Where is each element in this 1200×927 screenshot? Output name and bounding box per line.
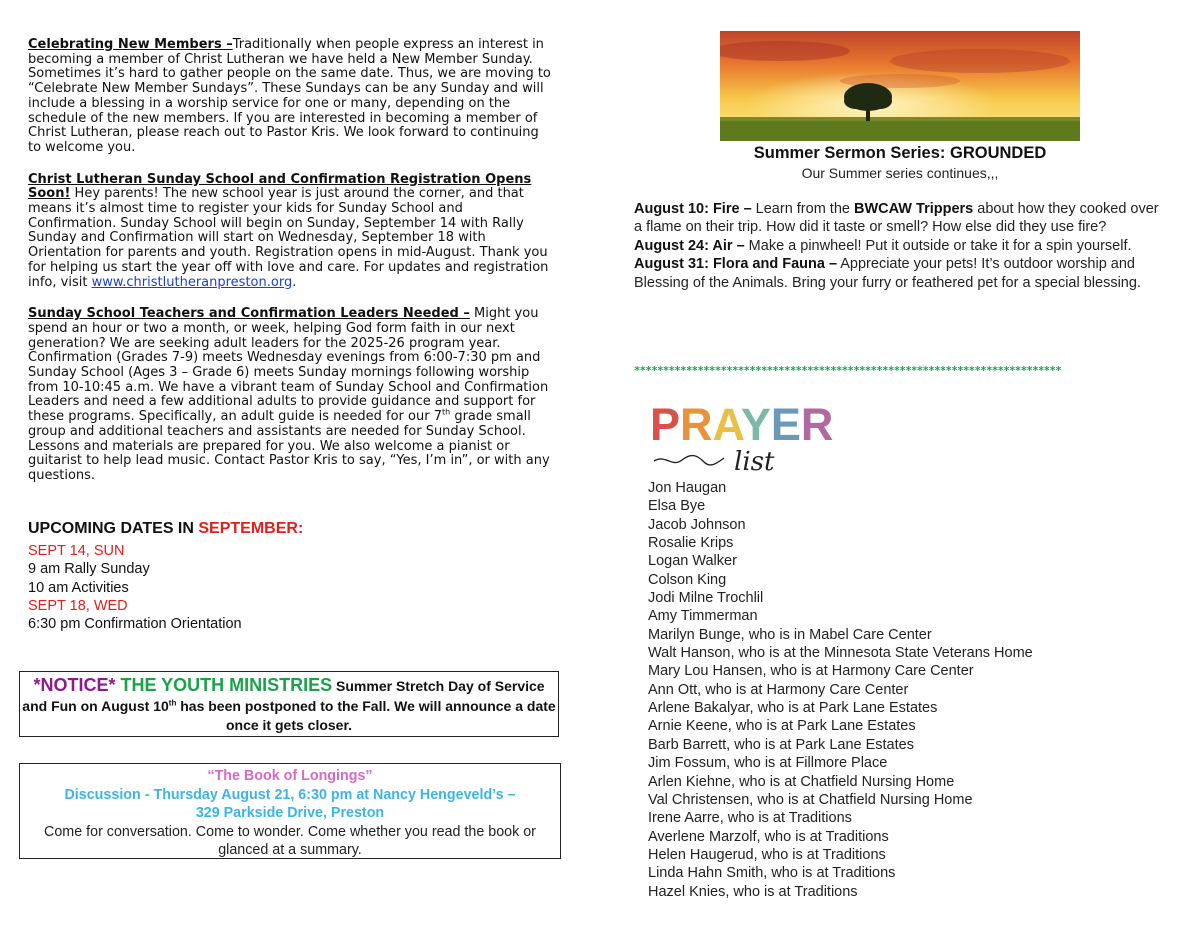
prayer-list-item: Elsa Bye — [648, 498, 706, 515]
teachers-body-b: grade small group and additional teachers and assistants are needed for Sunday School. Lessons and materials are prepared for you. We also welcome a pianist or guitarist to help lead music. Contact Pastor Kris to say, “Yes, I’m in”, or with any questions. — [28, 409, 550, 483]
registration-section — [28, 173, 553, 291]
prayer-list-item: Jacob Johnson — [648, 516, 746, 533]
prayer-list-item: Mary Lou Hansen, who is at Harmony Care Center — [648, 663, 974, 680]
notice-text-a: Summer Stretch Day of Service and Fun on August 10 — [22, 678, 545, 714]
website-link[interactable]: www.christlutheranpreston.org — [91, 274, 293, 290]
prayer-list-item: Linda Hahn Smith, who is at Traditions — [648, 865, 896, 882]
prayer-list-item: Irene Aarre, who is at Traditions — [648, 810, 852, 827]
sermon-item-text-end: about how they cooked over a flame on their trip. How did it taste or smell? How else did they use fire? — [634, 201, 1159, 236]
new-members-section — [28, 38, 553, 156]
prayer-list-item: Val Christensen, who is at Chatfield Nursing Home — [648, 791, 973, 808]
date-line: 10 am Activities — [28, 579, 129, 596]
date-line: SEPT 18, WED — [28, 597, 128, 614]
sermon-schedule — [634, 200, 1159, 292]
prayer-list-item: Rosalie Krips — [648, 535, 734, 552]
sermon-series-subtitle: Our Summer series continues,,, — [801, 165, 999, 181]
teachers-sup: th — [441, 407, 451, 417]
book-discussion-box — [19, 763, 561, 859]
sermon-item — [634, 237, 1159, 255]
sermon-item-bold: BWCAW Trippers — [854, 201, 974, 217]
date-line: 9 am Rally Sunday — [28, 561, 150, 578]
registration-body: Hey parents! The new school year is just around the corner, and that means it’s almost time to register your kids for Sunday School and Confirmation. Sunday School will begin on Sunday, September 14 with Rally Sunday and Confirmation will start on Wednesday, September 18 with Orientation for parents and youth. Registration opens in mid-August. Thank you for helping us start the year off with love and care. For updates and registration info, visit — [28, 186, 549, 290]
sunset-tree-image — [720, 31, 1080, 141]
notice-box — [19, 671, 559, 737]
prayer-list-item: Hazel Knies, who is at Traditions — [648, 883, 858, 900]
book-discussion-line: Discussion - Thursday August 21, 6:30 pm at Nancy Hengeveld’s – — [64, 786, 516, 803]
teachers-heading: Sunday School Teachers and Confirmation Leaders Needed – — [28, 306, 470, 322]
prayer-list-item: Jon Haugan — [648, 480, 727, 496]
star-divider: ************************************************************************** — [634, 365, 1062, 377]
prayer-list-item: Jodi Milne Trochlil — [648, 590, 764, 607]
teachers-section — [28, 307, 553, 483]
registration-end: . — [292, 274, 297, 290]
prayer-list-item: Ann Ott, who is at Harmony Care Center — [648, 681, 909, 698]
prayer-list-item: Logan Walker — [648, 553, 737, 570]
prayer-list-logo — [648, 398, 838, 476]
registration-heading: Christ Lutheran Sunday School and Confirmation Registration Opens Soon! — [28, 171, 532, 202]
prayer-list-item: Arlen Kiehne, who is at Chatfield Nursing Home — [648, 773, 955, 790]
prayer-logo-script: list — [734, 447, 775, 476]
sermon-series-title: Summer Sermon Series: GROUNDED — [753, 144, 1047, 162]
prayer-list-item: Arnie Keene, who is at Park Lane Estates — [648, 718, 916, 735]
upcoming-heading-month: SEPTEMBER: — [198, 520, 304, 537]
new-members-body: Traditionally when people express an interest in becoming a member of Christ Lutheran we have held a New Member Sunday. Sometimes it’s hard to gather people on the same date. Thus, we are moving to “Celebrate New Member Sundays”. These Sundays can be any Sunday and will include a blessing in a worship service for one or many, depending on the schedule of the new members. If you are interested in becoming a member of Christ Lutheran, please reach out to Pastor Kris. We look forward to continuing to welcome you. — [28, 37, 551, 155]
book-address: 329 Parkside Drive, Preston — [195, 805, 385, 821]
sermon-item-text: Make a pinwheel! Put it outside or take it for a spin yourself. — [744, 237, 1132, 254]
upcoming-dates — [28, 520, 548, 633]
prayer-list — [648, 479, 1168, 901]
sermon-item — [634, 200, 1159, 237]
prayer-list-item: Helen Haugerud, who is at Traditions — [648, 846, 886, 863]
notice-text-b: has been postponed to the Fall. We will announce a date once it gets closer. — [176, 697, 556, 733]
notice-tag: *NOTICE* — [33, 675, 116, 695]
upcoming-heading-text: UPCOMING DATES IN — [28, 520, 199, 537]
prayer-list-item: Marilyn Bunge, who is in Mabel Care Center — [648, 626, 932, 643]
sermon-item-label: August 31: Flora and Fauna – — [634, 256, 838, 273]
prayer-list-item: Averlene Marzolf, who is at Traditions — [648, 828, 889, 845]
prayer-list-item: Colson King — [648, 571, 727, 588]
left-column — [28, 38, 553, 501]
sermon-item-text: Appreciate your pets! It’s outdoor worship and Blessing of the Animals. Bring your furry or feathered pet for a special blessing. — [634, 256, 1141, 291]
upcoming-heading — [28, 520, 548, 538]
notice-youth: THE YOUTH MINISTRIES — [115, 675, 333, 695]
book-title: “The Book of Longings” — [207, 768, 373, 784]
notice-sup: th — [168, 697, 177, 707]
prayer-list-item: Walt Hanson, who is at the Minnesota State Veterans Home — [648, 645, 1033, 662]
sermon-item-label: August 24: Air – — [634, 237, 745, 254]
flourish-icon — [654, 456, 724, 465]
prayer-list-item: Arlene Bakalyar, who is at Park Lane Estates — [648, 700, 938, 717]
prayer-list-item: Barb Barrett, who is at Park Lane Estates — [648, 736, 914, 753]
prayer-logo-word: PRAYER — [650, 399, 834, 450]
new-members-heading: Celebrating New Members – — [28, 37, 233, 52]
sermon-item-text: Learn from the — [751, 201, 854, 217]
date-line: 6:30 pm Confirmation Orientation — [28, 616, 242, 633]
prayer-list-item: Amy Timmerman — [648, 608, 758, 625]
prayer-list-item: Jim Fossum, who is at Fillmore Place — [648, 755, 888, 772]
sermon-item — [634, 255, 1159, 292]
book-body: Come for conversation. Come to wonder. Come whether you read the book or glanced at a summary. — [44, 823, 536, 858]
sermon-item-label: August 10: Fire – — [634, 201, 752, 217]
date-line: SEPT 14, SUN — [28, 543, 125, 559]
teachers-body-a: Might you spend an hour or two a month, or week, helping God form faith in our next generation? We are seeking adult leaders for the 2025-26 program year. Confirmation (Grades 7-9) meets Wednesday evenings from 6:00-7:30 pm and Sunday School (Ages 3 – Grade 6) meets Sunday mornings following worship from 10-10:45 a.m. We have a vibrant team of Sunday School and Confirmation Leaders and need a few additional adults to provide guidance and support for these programs. Specifically, an adult guide is needed for our 7 — [28, 306, 549, 425]
